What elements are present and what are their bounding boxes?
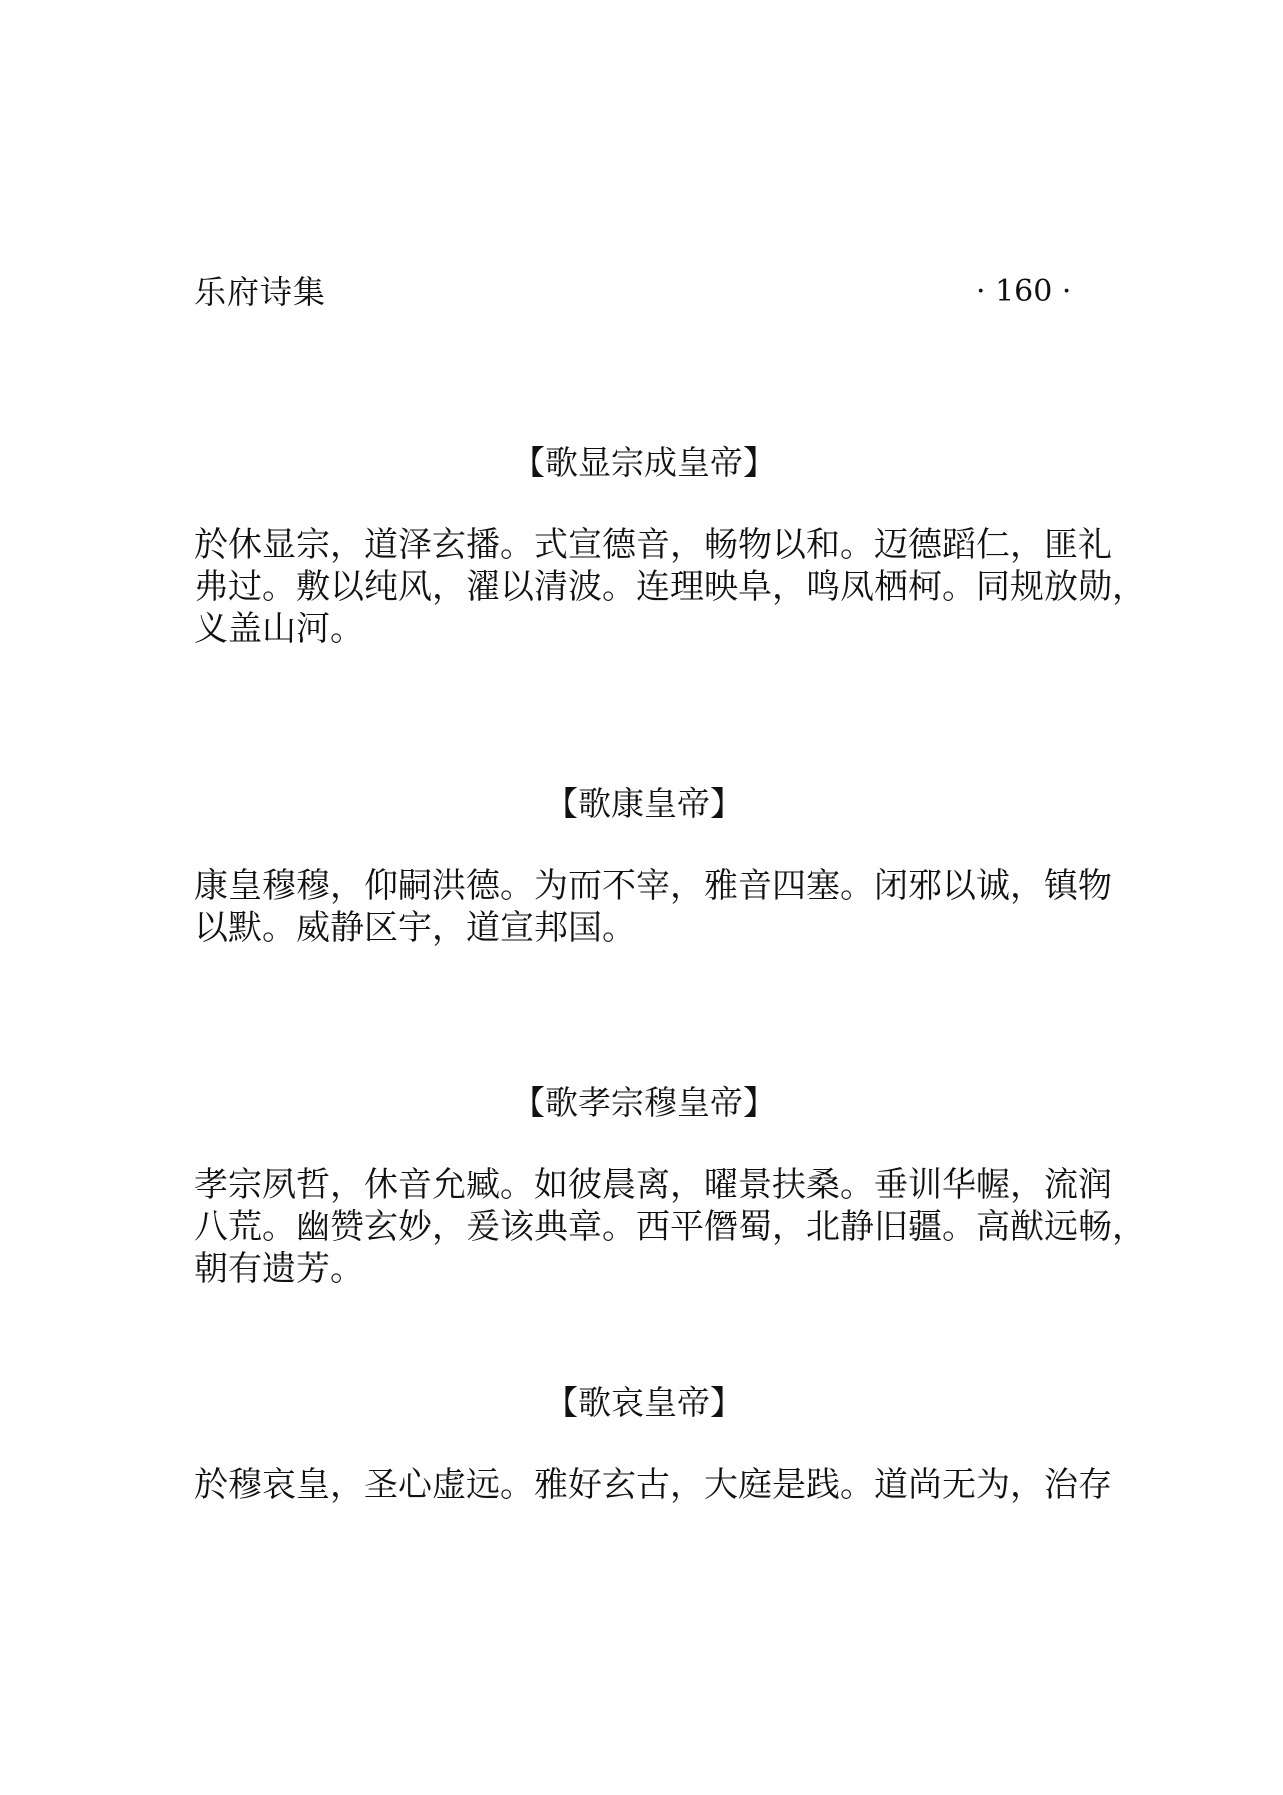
poem-text (194, 865, 1114, 949)
section-heading: 【歌孝宗穆皇帝】 (512, 1083, 776, 1122)
running-title: 乐府诗集 (194, 273, 327, 311)
section-heading: 【歌康皇帝】 (545, 784, 743, 823)
section-heading: 【歌显宗成皇帝】 (512, 443, 776, 482)
poem-line: 弗过。敷以纯风，濯以清波。连理映阜，鸣凤栖柯。同规放勋， (194, 567, 1146, 607)
poem-text (194, 1464, 1114, 1506)
section-heading: 【歌哀皇帝】 (545, 1383, 743, 1422)
poem-line: 於穆哀皇，圣心虚远。雅好玄古，大庭是践。道尚无为，治存 (194, 1465, 1112, 1505)
poem-line: 康皇穆穆，仰嗣洪德。为而不宰，雅音四塞。闭邪以诚，镇物 (194, 866, 1112, 906)
poem-text (194, 524, 1146, 650)
poem-line: 孝宗夙哲，休音允臧。如彼晨离，曜景扶桑。垂训华幄，流润 (194, 1165, 1112, 1205)
poem-text (194, 1164, 1146, 1290)
poem-line: 朝有遗芳。 (194, 1249, 364, 1289)
poem-line: 於休显宗，道泽玄播。式宣德音，畅物以和。迈德蹈仁，匪礼 (194, 525, 1112, 565)
poem-line: 八荒。幽赞玄妙，爰该典章。西平僭蜀，北静旧疆。高猷远畅， (194, 1207, 1146, 1247)
poem-line: 以默。威静区宇，道宣邦国。 (194, 908, 636, 948)
poem-line: 义盖山河。 (194, 609, 364, 649)
page-number: · 160 · (976, 274, 1072, 309)
